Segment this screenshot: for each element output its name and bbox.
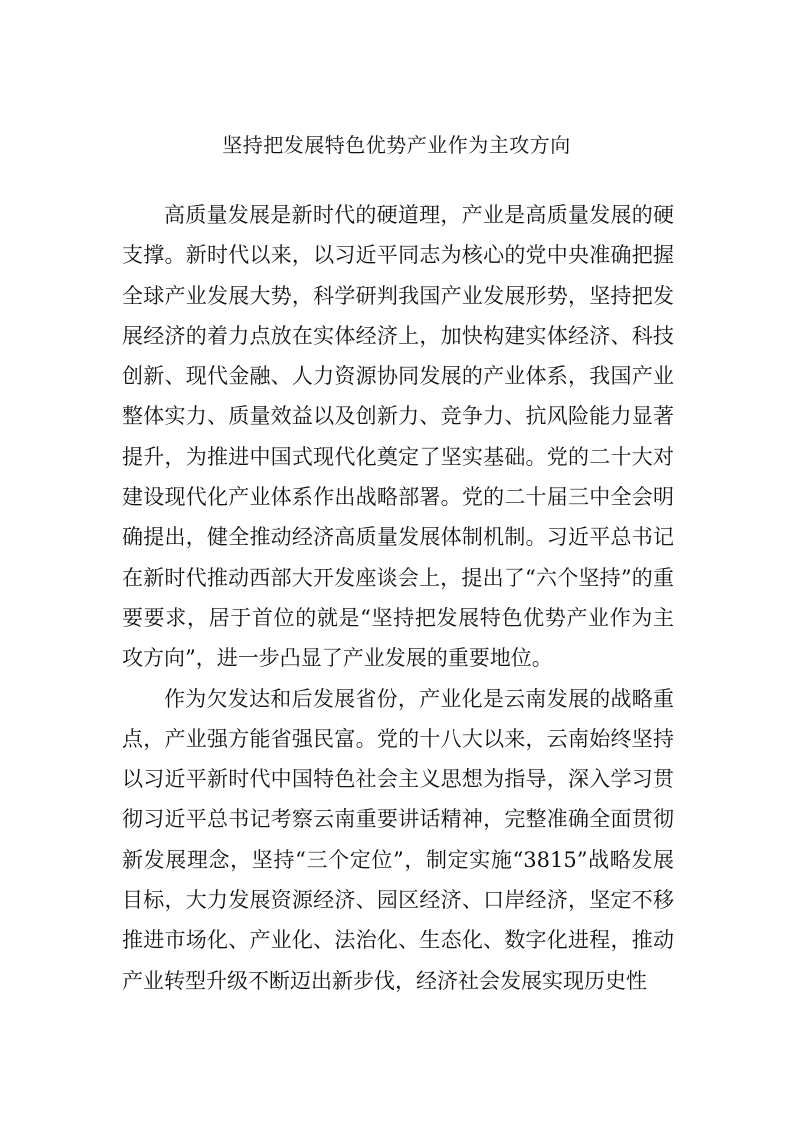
document-body [122,195,674,1001]
document-title: 坚持把发展特色优势产业作为主攻方向 [222,133,571,157]
paragraph-1: 高质量发展是新时代的硬道理，产业是高质量发展的硬支撑。新时代以来，以习近平同志为核心的党中央准确把握全球产业发展大势，科学研判我国产业发展形势，坚持把发展经济的着力点放在实体经济上，加快构建实体经济、科技创新、现代金融、人力资源协同发展的产业体系，我国产业整体实力、质量效益以及创新力、竞争力、抗风险能力显著提升，为推进中国式现代化奠定了坚实基础。党的二十大对建设现代化产业体系作出战略部署。党的二十届三中全会明确提出，健全推动经济高质量发展体制机制。习近平总书记在新时代推动西部大开发座谈会上，提出了“六个坚持”的重要要求，居于首位的就是“坚持把发展特色优势产业作为主攻方向”，进一步凸显了产业发展的重要地位。 [122,203,674,671]
paragraph-2: 作为欠发达和后发展省份，产业化是云南发展的战略重点，产业强方能省强民富。党的十八大以来，云南始终坚持以习近平新时代中国特色社会主义思想为指导，深入学习贯彻习近平总书记考察云南重要讲话精神，完整准确全面贯彻新发展理念，坚持“三个定位”，制定实施“3815”战略发展目标，大力发展资源经济、园区经济、口岸经济，坚定不移推进市场化、产业化、法治化、生态化、数字化进程，推动产业转型升级不断迈出新步伐，经济社会发展实现历史性 [122,686,674,993]
